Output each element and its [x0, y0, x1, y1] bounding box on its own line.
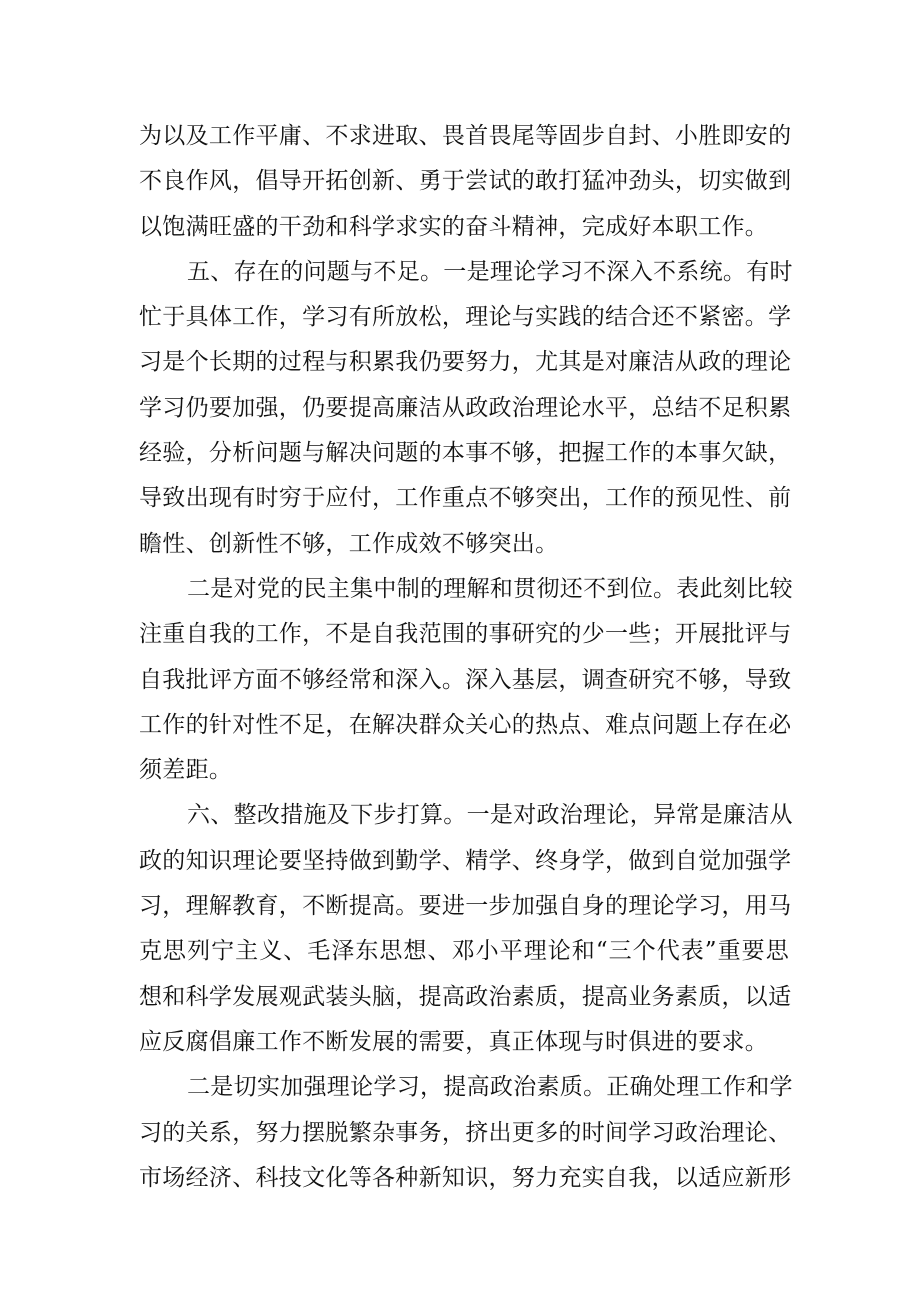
text-line: 克思列宁主义、毛泽东思想、邓小平理论和“三个代表”重要思: [139, 938, 789, 965]
text-line: 学习仍要加强，仍要提高廉洁从政政治理论水平，总结不足积累: [139, 394, 792, 421]
paragraph: [139, 567, 793, 793]
text-line: 习是个长期的过程与积累我仍要努力，尤其是对廉洁从政的理论: [139, 349, 792, 376]
text-line: 二是对党的民主集中制的理解和贯彻还不到位。表此刻比较: [187, 575, 793, 602]
text-line: 忙于具体工作，学习有所放松，理论与实践的结合还不紧密。学: [139, 304, 792, 331]
text-line: 二是切实加强理论学习，提高政治素质。正确处理工作和学: [187, 1074, 793, 1101]
text-line: 注重自我的工作，不是自我范围的事研究的少一些；开展批评与: [139, 621, 792, 648]
text-line: 自我批评方面不够经常和深入。深入基层，调查研究不够，导致: [139, 666, 792, 693]
text-line: 瞻性、创新性不够，工作成效不够突出。: [139, 530, 559, 557]
text-line: 经验，分析问题与解决问题的本事不够，把握工作的本事欠缺，: [139, 440, 792, 467]
document-body: [139, 114, 793, 1201]
text-line: 应反腐倡廉工作不断发展的需要，真正体现与时俱进的要求。: [139, 1028, 769, 1055]
text-line: 习的关系，努力摆脱繁杂事务，挤出更多的时间学习政治理论、: [139, 1119, 792, 1146]
text-line: 习，理解教育，不断提高。要进一步加强自身的理论学习，用马: [139, 893, 792, 920]
text-line: 想和科学发展观武装头脑，提高政治素质，提高业务素质，以适: [139, 983, 792, 1010]
text-line: 五、存在的问题与不足。一是理论学习不深入不系统。有时: [187, 258, 793, 285]
text-line: 不良作风，倡导开拓创新、勇于尝试的敢打猛冲劲头，切实做到: [139, 168, 792, 195]
text-line: 工作的针对性不足，在解决群众关心的热点、难点问题上存在必: [139, 711, 792, 738]
text-line: 六、整改措施及下步打算。一是对政治理论，异常是廉洁从: [187, 802, 793, 829]
text-line: 导致出现有时穷于应付，工作重点不够突出，工作的预见性、前: [139, 485, 792, 512]
text-line: 为以及工作平庸、不求进取、畏首畏尾等固步自封、小胜即安的: [139, 123, 792, 149]
text-line: 政的知识理论要坚持做到勤学、精学、终身学，做到自觉加强学: [139, 847, 792, 874]
paragraph: [139, 114, 792, 250]
paragraph: [139, 1065, 793, 1201]
paragraph: [139, 793, 793, 1065]
text-line: 以饱满旺盛的干劲和科学求实的奋斗精神，完成好本职工作。: [139, 213, 769, 240]
text-line: 市场经济、科技文化等各种新知识，努力充实自我，以适应新形: [139, 1164, 792, 1191]
paragraph: [139, 250, 793, 567]
text-line: 须差距。: [139, 757, 233, 784]
